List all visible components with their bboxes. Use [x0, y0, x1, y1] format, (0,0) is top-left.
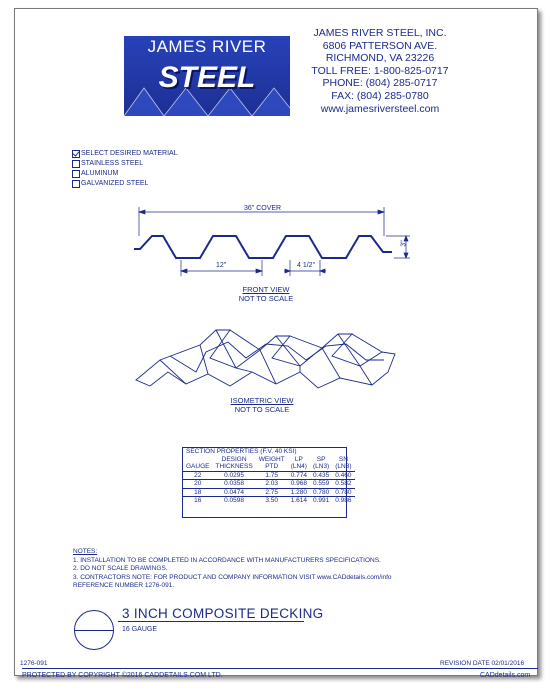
front-view-scale: NOT TO SCALE [238, 294, 294, 303]
table-cell: 0.991 [310, 497, 332, 505]
note-item: 1. INSTALLATION TO BE COMPLETED IN ACCORDANCE WITH MANUFACTURERS SPECIFICATIONS. [73, 556, 381, 564]
iso-view-title: ISOMETRIC VIEW [230, 396, 294, 405]
front-view-caption [226, 285, 306, 303]
company-fax: FAX: (804) 285-0780 [331, 89, 429, 102]
material-label: STAINLESS STEEL [81, 160, 144, 167]
table-header: DESIGN [221, 455, 247, 463]
table-cell: 22 [183, 471, 212, 480]
table-cell: 0.435 [310, 471, 332, 480]
table-cell: 16 [183, 497, 212, 505]
table-cell: 0.582 [332, 480, 354, 489]
table-cell: 0.780 [310, 488, 332, 497]
flute-label: 4 1/2" [297, 262, 316, 269]
caddetails-brand[interactable]: CADdetails.com [480, 672, 531, 679]
table-cell: 2.75 [256, 488, 288, 497]
depth-dimension [386, 236, 410, 258]
notes-heading: NOTES: [73, 548, 98, 555]
table-row [183, 497, 355, 505]
revision-date: REVISION DATE 02/01/2016 [440, 660, 525, 667]
table-caption: SECTION PROPERTIES (F.V. 40 KSI) [186, 448, 297, 455]
depth-label: 3" [400, 240, 408, 247]
table-header: (LN4) [288, 463, 310, 471]
company-address2: RICHMOND, VA 23226 [325, 52, 435, 65]
table-cell: 1.75 [256, 471, 288, 480]
table-header: SP [316, 455, 326, 463]
table-cell: 1.280 [288, 488, 310, 497]
table-row [183, 488, 355, 497]
table-header: PTD [256, 463, 288, 471]
table-header: (LN3) [310, 463, 332, 471]
table-cell: 0.968 [288, 480, 310, 489]
company-tollfree: TOLL FREE: 1-800-825-0717 [311, 64, 449, 77]
note-item: 3. CONTRACTORS NOTE: FOR PRODUCT AND COMPANY INFORMATION VISIT www.CADdetails.com/info [73, 573, 392, 581]
drawing-subtitle: 16 GAUGE [122, 626, 158, 633]
title-block-symbol [74, 610, 114, 650]
section-properties-table [183, 448, 355, 505]
company-address1: 6806 PATTERSON AVE. [322, 39, 438, 52]
table-cell: 18 [183, 488, 212, 497]
table-cell: 0.0295 [212, 471, 255, 480]
drawing-title: 3 INCH COMPOSITE DECKING [122, 606, 324, 621]
note-item: 2. DO NOT SCALE DRAWINGS. [73, 565, 168, 573]
copyright-notice: PROTECTED BY COPYRIGHT ©2016 CADDETAILS.COM LTD. [22, 672, 223, 679]
material-label: ALUMINUM [81, 170, 119, 177]
table-header: GAUGE [183, 463, 212, 471]
table-header [183, 456, 212, 464]
table-cell: 2.03 [256, 480, 288, 489]
table-cell: 0.780 [332, 488, 354, 497]
table-header: LP [294, 455, 303, 463]
notes-block [73, 548, 392, 591]
table-cell: 0.0598 [212, 497, 255, 505]
isometric-deck [136, 330, 395, 388]
table-header: WEIGHT [258, 455, 285, 463]
company-name: JAMES RIVER STEEL, INC. [313, 27, 447, 39]
table-cell: 3.50 [256, 497, 288, 505]
cover-label: 36" COVER [244, 205, 282, 212]
iso-view-scale: NOT TO SCALE [234, 405, 290, 414]
material-label: SELECT DESIRED MATERIAL [81, 150, 178, 157]
company-web[interactable]: www.jamesriversteel.com [320, 102, 440, 115]
reference-number: 1276-091 [20, 660, 48, 667]
table-cell: 0.0358 [212, 480, 255, 489]
table-cell: 0.774 [288, 471, 310, 480]
table-cell: 0.559 [310, 480, 332, 489]
front-profile [134, 236, 392, 258]
table-cell: 1.614 [288, 497, 310, 505]
pitch-label: 12" [216, 262, 227, 269]
table-header: (LN3) [332, 463, 354, 471]
table-row [183, 471, 355, 480]
logo-line1: JAMES RIVER [147, 37, 267, 56]
table-cell: 20 [183, 480, 212, 489]
title-underline [118, 621, 304, 622]
table-cell: 0.986 [332, 497, 354, 505]
logo-line2: STEEL [158, 61, 256, 94]
company-phone: PHONE: (804) 285-0717 [322, 77, 438, 90]
table-cell: 0.0474 [212, 488, 255, 497]
table-row [183, 480, 355, 489]
front-view-title: FRONT VIEW [242, 285, 290, 294]
footer-divider [22, 668, 538, 669]
table-header: SN [338, 455, 348, 463]
material-label: GALVANIZED STEEL [81, 180, 149, 187]
iso-view-caption [220, 396, 304, 414]
table-cell: 0.460 [332, 471, 354, 480]
table-header: THICKNESS [212, 463, 255, 471]
note-item: REFERENCE NUMBER 1276-091. [73, 582, 175, 590]
